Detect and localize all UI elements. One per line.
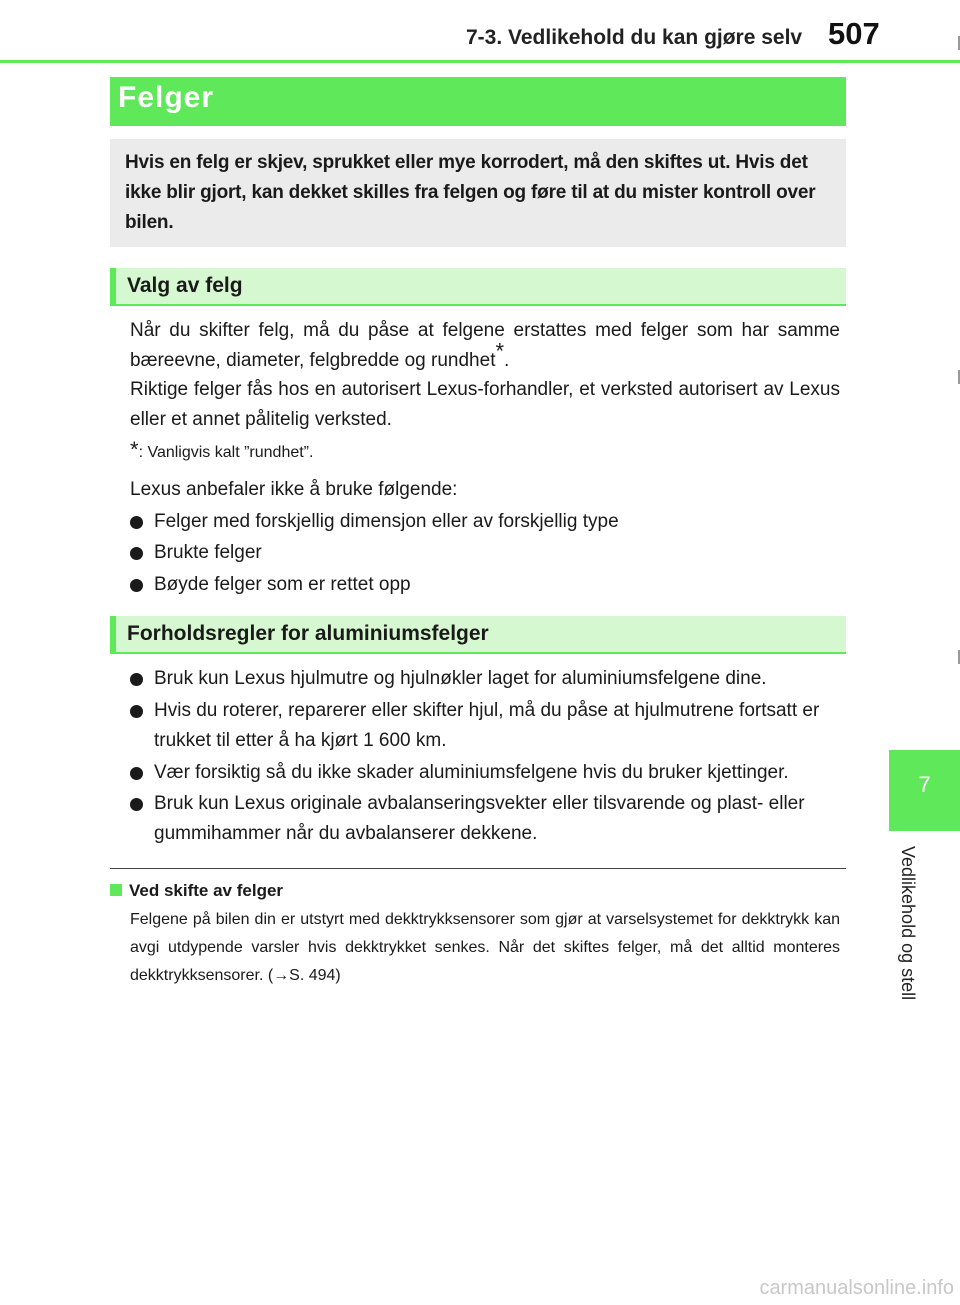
subheading-accent-bar bbox=[110, 268, 116, 304]
choice-paragraph-1-end: . bbox=[504, 350, 510, 371]
bullet-icon bbox=[130, 516, 143, 529]
list-item bbox=[130, 696, 842, 756]
list-item bbox=[130, 570, 842, 600]
chapter-side-label: Vedlikehold og stell bbox=[898, 846, 918, 1001]
list-item bbox=[130, 507, 842, 537]
note-body: Felgene på bilen din er utstyrt med dekktrykksensorer som gjør at varselsystemet for dekktrykk kan avgi utdypende varsler hvis dekktrykket senkes. Når det skiftes felger, må det alltid monteres dekktrykksensorer. (→S. 494) bbox=[130, 911, 840, 984]
list-item bbox=[130, 538, 842, 568]
list-item-text: Brukte felger bbox=[154, 542, 262, 563]
list-item-text: Bruk kun Lexus hjulmutre og hjulnøkler laget for aluminiumsfelgene dine. bbox=[154, 668, 767, 689]
list-item-text: Vær forsiktig så du ikke skader aluminiumsfelgene hvis du bruker kjettinger. bbox=[154, 762, 789, 783]
footnote-text: : Vanligvis kalt ”rundhet”. bbox=[138, 444, 314, 461]
list-item bbox=[130, 758, 842, 788]
warning-box bbox=[110, 139, 846, 247]
choice-paragraph-2: Riktige felger fås hos en autorisert Lexus-forhandler, et verksted autorisert av Lexus eller et annet pålitelig verksted. bbox=[130, 379, 840, 430]
subheading-accent-bar bbox=[110, 616, 116, 652]
bullet-icon bbox=[130, 673, 143, 686]
watermark: carmanualsonline.info bbox=[759, 1277, 954, 1299]
footnote-star: * bbox=[130, 437, 139, 462]
header-rule bbox=[0, 60, 960, 63]
bullet-icon bbox=[130, 767, 143, 780]
chapter-tab-number: 7 bbox=[918, 772, 931, 797]
footnote bbox=[130, 437, 313, 463]
chapter-title: 7-3. Vedlikehold du kan gjøre selv bbox=[466, 26, 803, 49]
choice-intro: Lexus anbefaler ikke å bruke følgende: bbox=[130, 479, 458, 500]
section-title: Felger bbox=[118, 81, 215, 114]
page-number: 507 bbox=[828, 16, 880, 51]
bullet-icon bbox=[130, 547, 143, 560]
square-bullet-icon bbox=[110, 884, 122, 896]
list-item-text: Felger med forskjellig dimensjon eller av forskjellig type bbox=[154, 511, 619, 532]
section-title-band bbox=[110, 77, 846, 126]
warning-text: Hvis en felg er skjev, sprukket eller mye korrodert, må den skiftes ut. Hvis det ikke blir gjort, kan dekket skilles fra felgen og føre til at du mister kontroll over bilen. bbox=[125, 152, 816, 233]
footnote-marker: * bbox=[495, 338, 505, 364]
list-item-text: Hvis du roterer, reparerer eller skifter hjul, må du påse at hjulmutrene fortsatt er trukket til etter å ha kjørt 1 600 km. bbox=[154, 700, 820, 751]
note-heading bbox=[110, 881, 283, 901]
subheading-wheel-choice bbox=[110, 268, 846, 306]
choice-paragraph-1-text: Når du skifter felg, må du påse at felgene erstattes med felger som har samme bæreevne, diameter, felgbredde og rundhet bbox=[130, 320, 840, 371]
chapter-tab bbox=[889, 750, 960, 831]
bullet-icon bbox=[130, 798, 143, 811]
bullet-icon bbox=[130, 579, 143, 592]
subheading-aluminium-precautions bbox=[110, 616, 846, 654]
choice-paragraph-1 bbox=[130, 316, 840, 376]
note-heading-text: Ved skifte av felger bbox=[129, 881, 284, 900]
list-item bbox=[130, 664, 842, 694]
bullet-icon bbox=[130, 705, 143, 718]
subheading-label: Forholdsregler for aluminiumsfelger bbox=[127, 622, 489, 645]
list-item-text: Bruk kun Lexus originale avbalanseringsvekter eller tilsvarende og plast- eller gummihammer når du avbalanserer dekkene. bbox=[154, 793, 805, 844]
subheading-label: Valg av felg bbox=[127, 274, 243, 297]
list-item bbox=[130, 789, 842, 849]
note-separator bbox=[110, 868, 846, 869]
list-item-text: Bøyde felger som er rettet opp bbox=[154, 574, 411, 595]
